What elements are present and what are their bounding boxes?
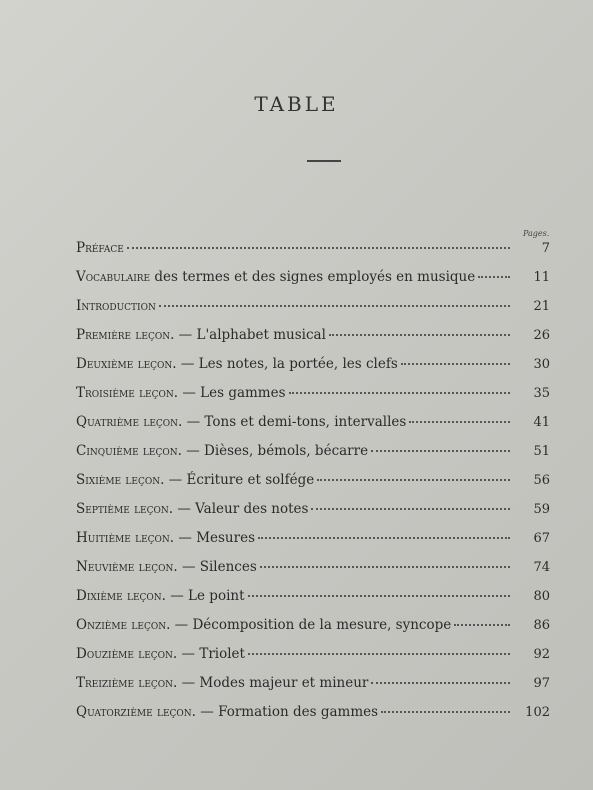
toc-entry-preface [76,240,550,269]
dot-leader [127,247,510,249]
toc-page-number: 92 [533,647,550,662]
dot-leader [409,421,510,423]
toc-entry-lecon-14 [76,704,550,733]
toc-entry-lecon-4 [76,414,550,443]
toc-entry-label: Deuxième leçon. — Les notes, la portée, les clefs [76,356,398,372]
dot-leader [454,624,510,626]
toc-entry-label: Douzième leçon. — Triolet [76,646,245,662]
dot-leader [289,392,510,394]
toc-page-number: 67 [533,531,550,546]
toc-entry-label: Onzième leçon. — Décomposition de la mesure, syncope [76,617,452,633]
toc-page-number: 21 [533,299,550,314]
toc-page-number: 102 [525,705,550,720]
dot-leader [260,566,510,568]
toc-entry-lecon-6 [76,472,550,501]
table-of-contents [76,240,550,733]
toc-entry-lecon-8 [76,530,550,559]
toc-entry-lecon-1 [76,327,550,356]
dot-leader [401,363,510,365]
dot-leader [311,508,510,510]
toc-page-number: 59 [533,502,550,517]
toc-page-number: 26 [533,328,550,343]
toc-entry-label: Première leçon. — L'alphabet musical [76,327,326,343]
toc-entry-lecon-3 [76,385,550,414]
toc-page-number: 74 [533,560,550,575]
toc-page-number: 41 [533,415,550,430]
toc-page-number: 80 [533,589,550,604]
toc-entry-label: Septième leçon. — Valeur des notes [76,501,309,517]
dot-leader [258,537,510,539]
toc-entry-label: Introduction [76,298,156,314]
dot-leader [317,479,510,481]
pages-column-label: Pages. [523,229,550,238]
toc-entry-lecon-12 [76,646,550,675]
toc-entry-lecon-9 [76,559,550,588]
toc-entry-label: Sixième leçon. — Écriture et solfége [76,472,315,488]
toc-entry-lecon-10 [76,588,550,617]
dot-leader [329,334,510,336]
toc-entry-vocabulaire [76,269,550,298]
toc-entry-lecon-13 [76,675,550,704]
dot-leader [248,595,510,597]
toc-entry-label: Cinquième leçon. — Dièses, bémols, bécarre [76,443,369,459]
dot-leader [371,450,510,452]
toc-entry-label: Vocabulaire des termes et des signes employés en musique [76,269,476,285]
dot-leader [478,276,510,278]
toc-entry-introduction [76,298,550,327]
toc-page-number: 30 [533,357,550,372]
toc-entry-lecon-2 [76,356,550,385]
toc-entry-lecon-7 [76,501,550,530]
toc-entry-label: Huitième leçon. — Mesures [76,530,255,546]
toc-page-number: 86 [533,618,550,633]
toc-entry-label: Dixième leçon. — Le point [76,588,245,604]
toc-page-number: 35 [533,386,550,401]
dot-leader [159,305,510,307]
toc-page-number: 7 [541,241,550,256]
toc-page-number: 11 [533,270,550,285]
toc-page-number: 97 [533,676,550,691]
toc-entry-label: Troisième leçon. — Les gammes [76,385,286,401]
dot-leader [371,682,510,684]
toc-page-number: 51 [533,444,550,459]
dot-leader [381,711,510,713]
toc-entry-label: Neuvième leçon. — Silences [76,559,257,575]
dot-leader [248,653,510,655]
toc-page-number: 56 [533,473,550,488]
title-rule [307,160,341,162]
page-title: TABLE [254,92,339,116]
toc-entry-label: Préface [76,240,124,256]
toc-entry-lecon-5 [76,443,550,472]
toc-entry-lecon-11 [76,617,550,646]
toc-entry-label: Treizième leçon. — Modes majeur et mineur [76,675,369,691]
toc-entry-label: Quatrième leçon. — Tons et demi-tons, intervalles [76,414,407,430]
toc-entry-label: Quatorzième leçon. — Formation des gammes [76,704,379,720]
